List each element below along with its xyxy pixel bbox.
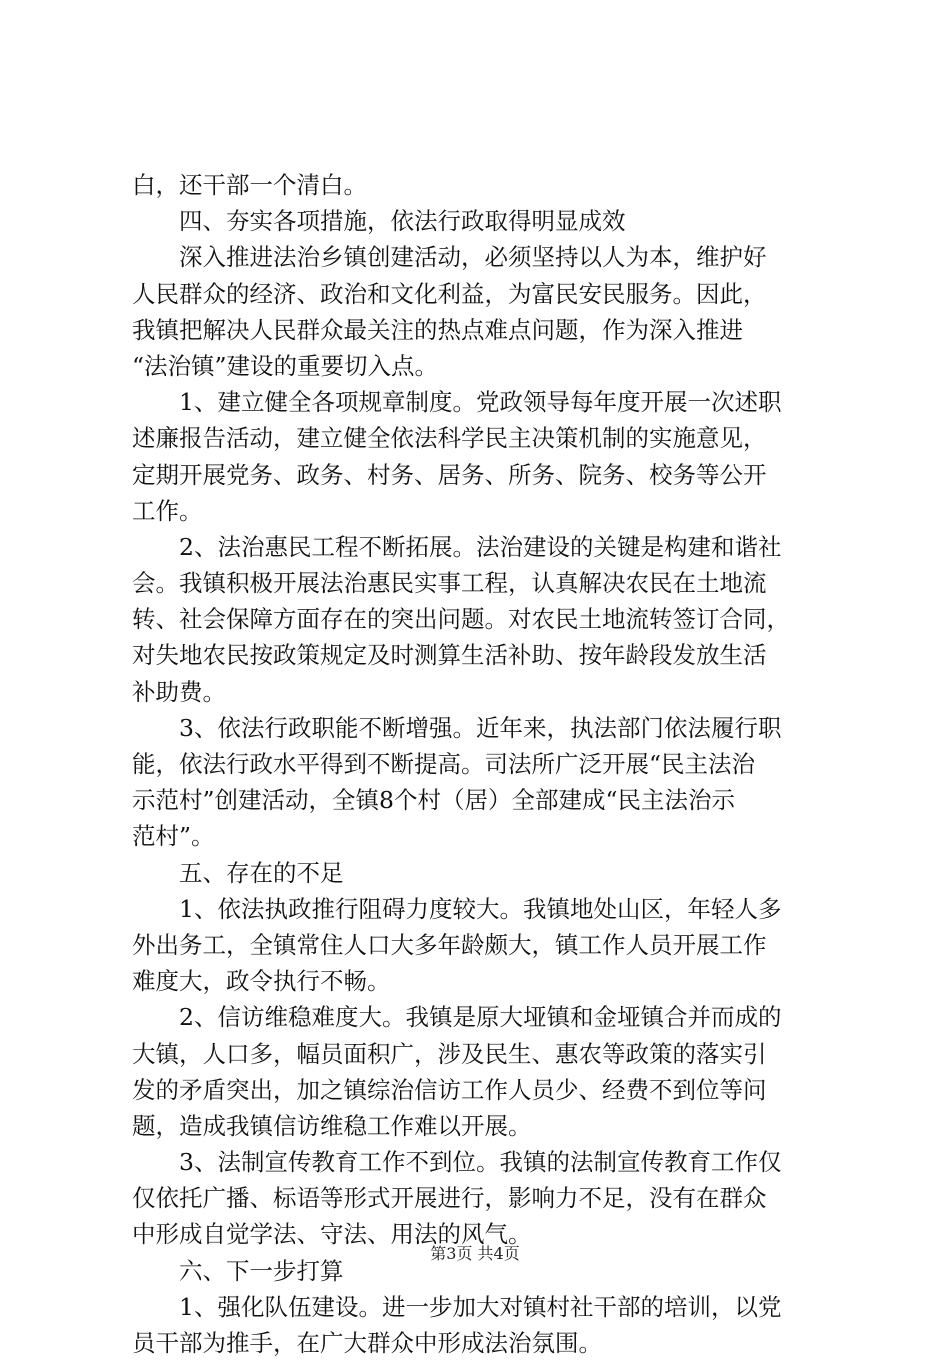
text-line: 3、依法行政职能不断增强。近年来，执法部门依法履行职 <box>179 713 782 742</box>
text-line: 发的矛盾突出，加之镇综治信访工作人员少、经费不到位等问 <box>132 1075 767 1104</box>
text-line: 1、强化队伍建设。进一步加大对镇村社干部的培训，以党 <box>179 1292 782 1321</box>
text-line: 四、夯实各项措施，依法行政取得明显成效 <box>179 207 626 236</box>
text-line: 2、信访维稳难度大。我镇是原大垭镇和金垭镇合并而成的 <box>179 1003 782 1032</box>
text-line: 会。我镇积极开展法治惠民实事工程，认真解决农民在土地流 <box>132 569 767 598</box>
text-line: 仅依托广播、标语等形式开展进行，影响力不足，没有在群众 <box>132 1184 767 1213</box>
text-line: 员干部为推手，在广大群众中形成法治氛围。 <box>132 1329 602 1357</box>
text-line: 定期开展党务、政务、村务、居务、所务、院务、校务等公开 <box>132 460 767 489</box>
text-line: 能，依法行政水平得到不断提高。司法所广泛开展“民主法治 <box>132 750 756 778</box>
text-line: 补助费。 <box>132 677 226 706</box>
text-line: 深入推进法治乡镇创建活动，必须坚持以人为本，维护好 <box>179 243 767 272</box>
text-line: 我镇把解决人民群众最关注的热点难点问题，作为深入推进 <box>132 315 743 344</box>
text-line: 外出务工，全镇常住人口大多年龄颇大，镇工作人员开展工作 <box>132 930 767 959</box>
text-line: 1、依法执政推行阻碍力度较大。我镇地处山区，年轻人多 <box>179 894 782 923</box>
text-line: 转、社会保障方面存在的突出问题。对农民土地流转签订合同， <box>132 605 790 634</box>
text-line: 示范村”创建活动，全镇8个村（居）全部建成“民主法治示 <box>132 786 735 815</box>
text-line: 题，造成我镇信访维稳工作难以开展。 <box>132 1111 532 1140</box>
text-line: 1、建立健全各项规章制度。党政领导每年度开展一次述职 <box>179 388 782 417</box>
text-line: 大镇，人口多，幅员面积广，涉及民生、惠农等政策的落实引 <box>132 1039 767 1068</box>
page-footer: 第3页 共4页 <box>430 1244 520 1263</box>
body-text <box>132 167 830 1361</box>
text-line: 述廉报告活动，建立健全依法科学民主决策机制的实施意见， <box>132 424 767 453</box>
text-line: 难度大，政令执行不畅。 <box>132 967 391 996</box>
text-line: 五、存在的不足 <box>179 858 344 887</box>
text-line: 工作。 <box>132 496 203 525</box>
text-line: 对失地农民按政策规定及时测算生活补助、按年龄段发放生活 <box>132 641 767 670</box>
text-line: 中形成自觉学法、守法、用法的风气。 <box>132 1220 532 1249</box>
text-line: 范村”。 <box>132 822 215 851</box>
text-line: 白，还干部一个清白。 <box>132 171 367 199</box>
text-line: 六、下一步打算 <box>179 1256 344 1285</box>
text-line: 人民群众的经济、政治和文化利益，为富民安民服务。因此， <box>132 279 767 308</box>
text-line: “法治镇”建设的重要切入点。 <box>132 351 439 380</box>
text-line: 2、法治惠民工程不断拓展。法治建设的关键是构建和谐社 <box>179 532 782 561</box>
text-line: 3、法制宣传教育工作不到位。我镇的法制宣传教育工作仅 <box>179 1148 782 1177</box>
